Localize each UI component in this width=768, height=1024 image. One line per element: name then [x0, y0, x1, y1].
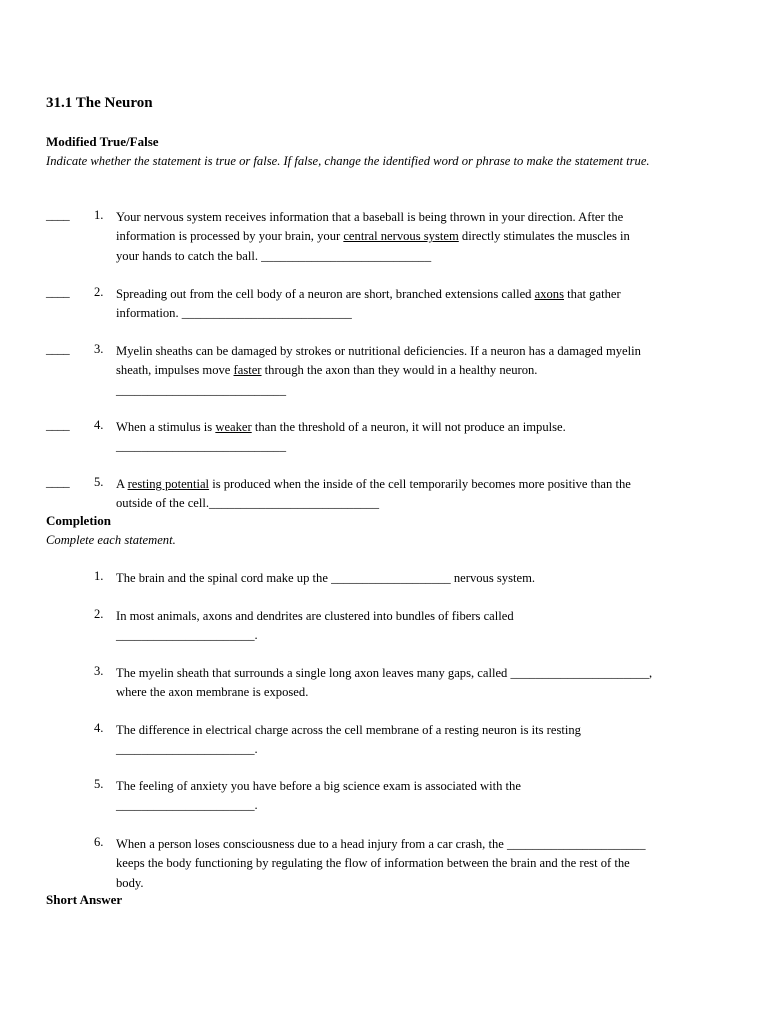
section-heading-modified-true-false: Modified True/False [46, 134, 159, 149]
question-text[interactable]: The feeling of anxiety you have before a big science exam is associated with the ______________________. [116, 779, 521, 813]
page-title: 31.1 The Neuron [46, 95, 153, 111]
question-text: When a stimulus is weaker than the threshold of a neuron, it will not produce an impulse. ___________________________ [116, 420, 566, 454]
question-text[interactable]: When a person loses consciousness due to a head injury from a car crash, the ______________________ keeps the body functioning by regulating the flow of information between the brain and the rest of the body. [116, 837, 646, 890]
identified-term: faster [233, 363, 262, 378]
question-number: 2. [94, 607, 104, 621]
question-number: 1. [94, 208, 104, 222]
answer-blank[interactable]: ____ [46, 342, 70, 356]
question-number: 4. [94, 721, 104, 735]
section-heading-completion: Completion [46, 513, 111, 528]
question-number: 3. [94, 342, 104, 356]
identified-term: axons [534, 287, 564, 301]
question-text: A resting potential is produced when the inside of the cell temporarily becomes more positive than the outside of the cell.___________________________ [116, 477, 631, 511]
question-text: Spreading out from the cell body of a neuron are short, branched extensions called axons that gather information. ___________________________ [116, 287, 621, 321]
question-text[interactable]: The brain and the spinal cord make up the ___________________ nervous system. [116, 571, 536, 585]
identified-term: weaker [215, 420, 252, 434]
section-heading-short-answer: Short Answer [46, 892, 123, 907]
question-number: 3. [94, 664, 104, 678]
answer-blank[interactable]: ____ [46, 475, 70, 489]
question-number: 4. [94, 418, 104, 432]
question-text[interactable]: The difference in electrical charge across the cell membrane of a resting neuron is its resting ______________________. [116, 723, 581, 757]
question-number: 5. [94, 777, 104, 791]
answer-blank[interactable]: ____ [46, 418, 70, 432]
section-instructions-modified-true-false: Indicate whether the statement is true or false. If false, change the identified word or phrase to make the statement true. [46, 154, 650, 168]
question-text[interactable]: In most animals, axons and dendrites are clustered into bundles of fibers called ______________________. [116, 609, 514, 643]
answer-blank[interactable]: ____ [46, 208, 70, 222]
question-number: 2. [94, 285, 104, 299]
question-text[interactable]: The myelin sheath that surrounds a single long axon leaves many gaps, called ______________________, where the axon membrane is exposed. [116, 666, 653, 700]
question-text: Your nervous system receives information that a baseball is being thrown in your direction. After the information is processed by your brain, your central nervous system directly stimulates the muscles in your hands to catch the ball. ___________________________ [116, 210, 630, 263]
question-text: Myelin sheaths can be damaged by strokes or nutritional deficiencies. If a neuron has a damaged myelin sheath, impulses move faster through the axon than they would in a healthy neuron. ___________________________ [116, 344, 641, 397]
section-instructions-completion: Complete each statement. [46, 533, 176, 547]
question-number: 1. [94, 569, 104, 583]
question-number: 6. [94, 835, 104, 849]
identified-term: central nervous system [343, 229, 459, 244]
answer-blank[interactable]: ____ [46, 285, 70, 299]
question-number: 5. [94, 475, 104, 489]
identified-term: resting potential [127, 477, 210, 491]
